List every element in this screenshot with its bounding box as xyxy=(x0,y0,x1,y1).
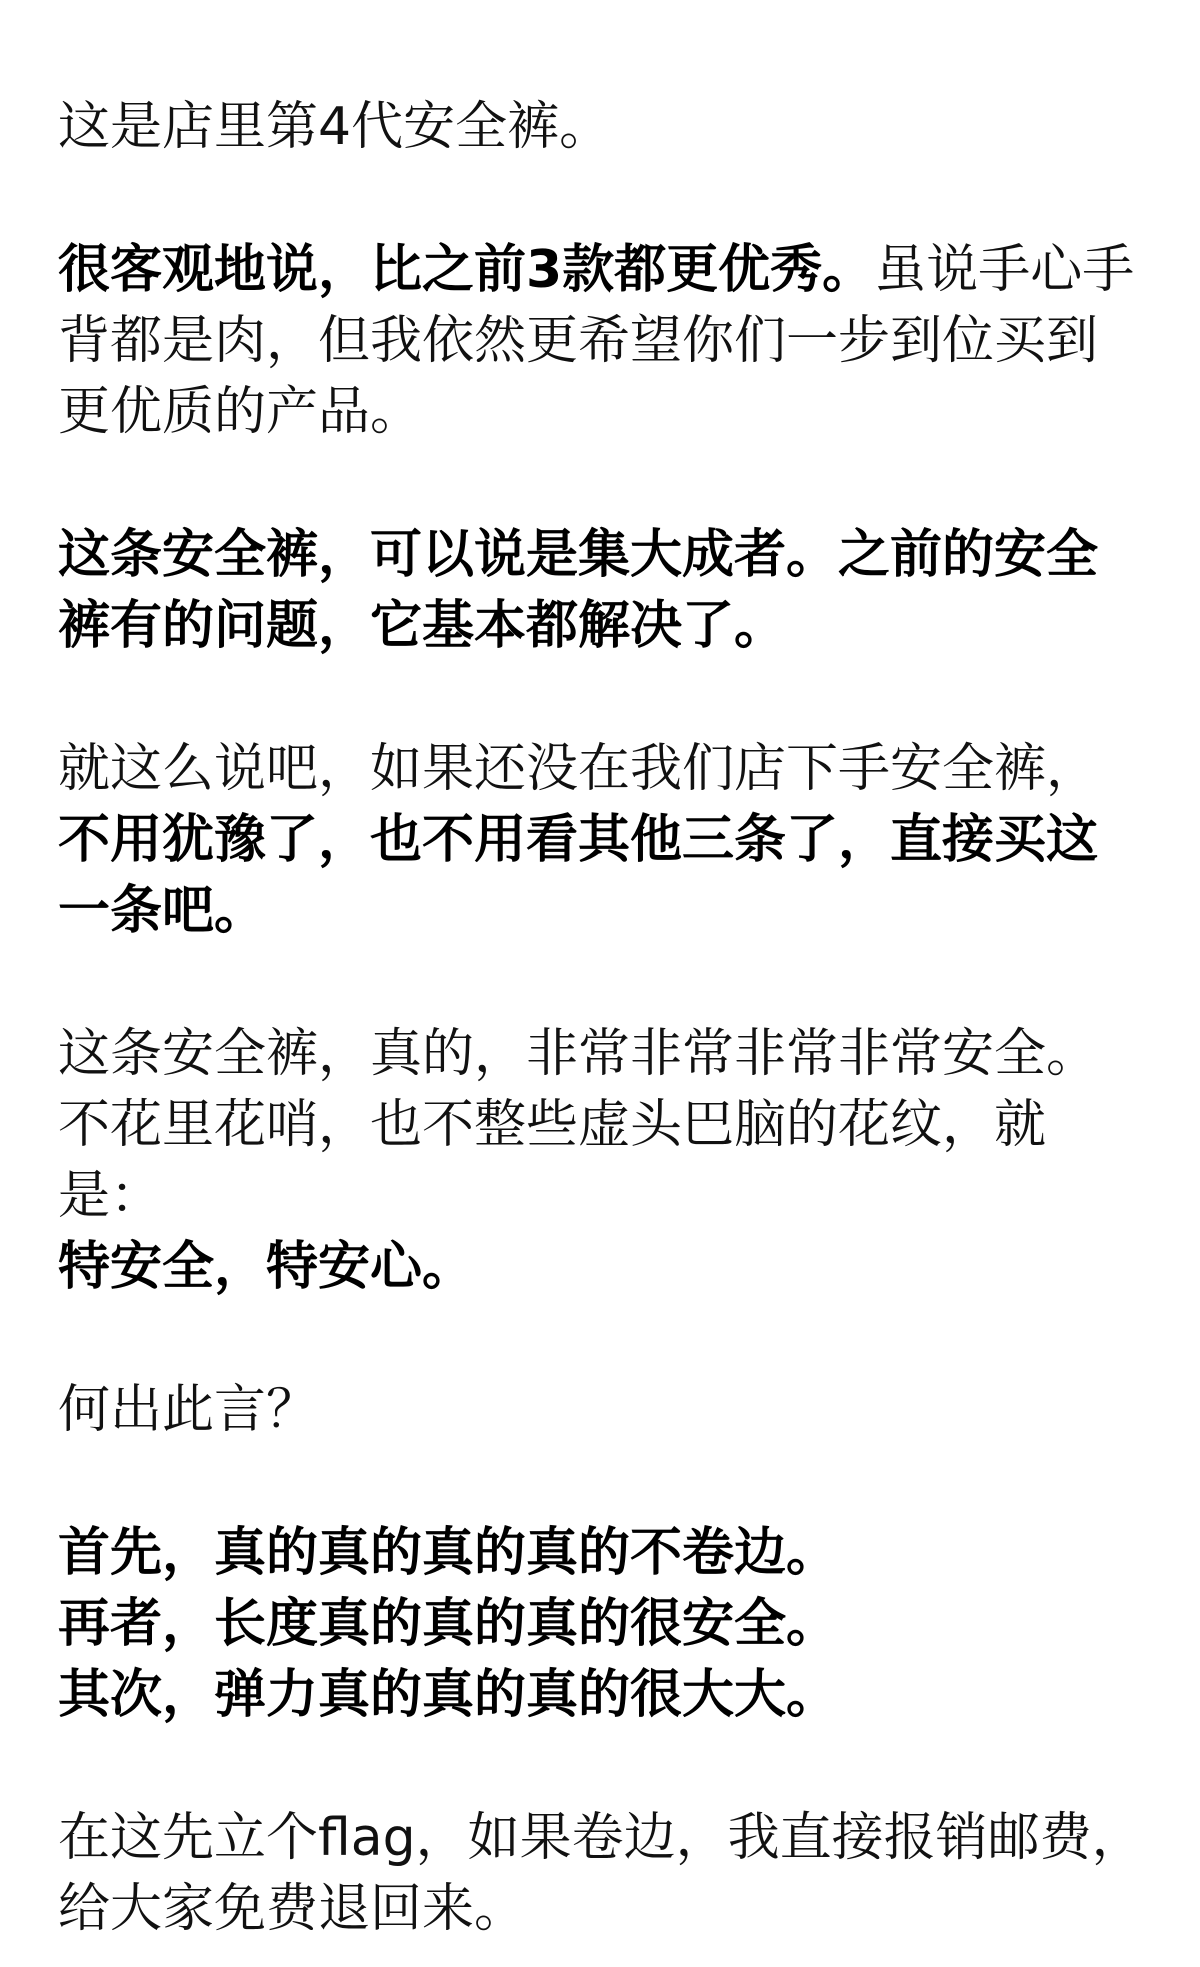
recommendation-bold-text: 不用犹豫了，也不用看其他三条了，直接买这一条吧。 xyxy=(58,810,1099,941)
summary-bold-text: 这条安全裤，可以说是集大成者。之前的安全裤有的问题，它基本都解决了。 xyxy=(58,525,1099,656)
intro-text: 这是店里第4代安全裤。 xyxy=(58,97,612,157)
question-text: 何出此言？ xyxy=(58,1380,319,1440)
promise-text: 在这先立个flag，如果卷边，我直接报销邮费，给大家免费退回来。 xyxy=(58,1808,1144,1939)
safety-line-1: 这条安全裤，真的，非常非常非常非常安全。 xyxy=(58,1024,1099,1084)
article-body xyxy=(58,92,1148,1945)
reason-line-1: 首先，真的真的真的真的不卷边。 xyxy=(58,1523,839,1583)
paragraph-summary xyxy=(58,520,1148,662)
paragraph-quality xyxy=(58,235,1148,448)
paragraph-recommendation xyxy=(58,734,1148,947)
paragraph-promise xyxy=(58,1803,1148,1945)
paragraph-reasons xyxy=(58,1518,1148,1731)
paragraph-question xyxy=(58,1375,1148,1446)
safety-line-2: 不花里花哨，也不整些虚头巴脑的花纹，就是： xyxy=(58,1095,1047,1226)
quality-bold-text: 很客观地说，比之前3款都更优秀。 xyxy=(58,240,875,300)
quality-normal-text: 虽说手心手背都是肉，但我依然更希望你们一步到位买到更优质的产品。 xyxy=(58,240,1135,442)
reason-line-2: 再者，长度真的真的真的很安全。 xyxy=(58,1594,839,1654)
reason-line-3: 其次，弹力真的真的真的很大大。 xyxy=(58,1665,839,1725)
recommendation-normal-text: 就这么说吧，如果还没在我们店下手安全裤， xyxy=(58,739,1099,799)
paragraph-intro xyxy=(58,92,1148,163)
paragraph-safety xyxy=(58,1019,1148,1303)
safety-bold-line: 特安全，特安心。 xyxy=(58,1237,475,1297)
